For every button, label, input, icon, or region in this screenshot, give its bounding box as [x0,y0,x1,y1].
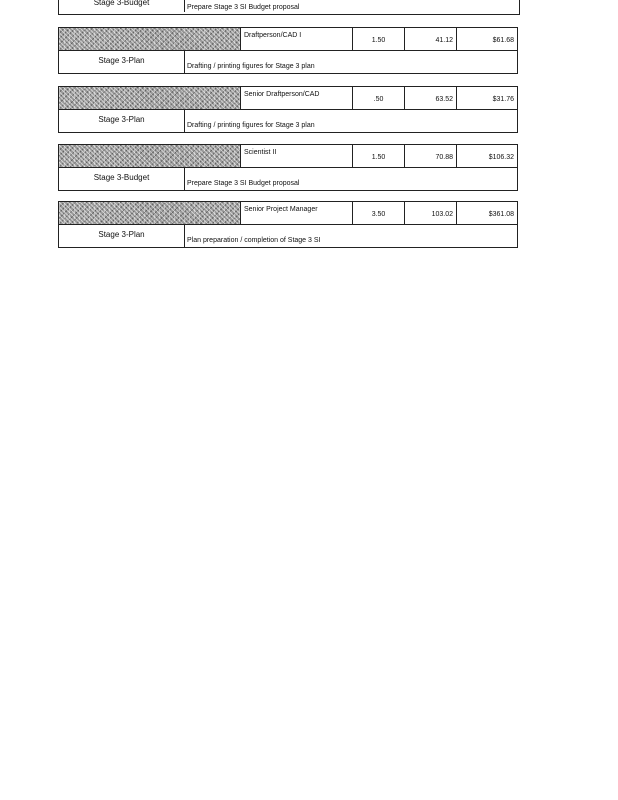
stage-label: Stage 3-Plan [59,110,185,132]
task-description: Plan preparation / completion of Stage 3 SI [187,237,321,244]
task-row [58,50,518,74]
amount-value: $61.68 [456,28,517,50]
amount-value: $361.08 [456,202,517,224]
task-description: Prepare Stage 3 SI Budget proposal [187,4,300,11]
amount-value: $106.32 [456,145,517,167]
cost-entry [58,86,518,133]
stage-label: Stage 3-Budget [59,168,185,190]
task-description: Drafting / printing figures for Stage 3 plan [187,63,315,70]
hours-value: 1.50 [352,28,404,50]
task-row [58,167,518,191]
rate-value: 63.52 [404,87,456,109]
task-description: Drafting / printing figures for Stage 3 plan [187,122,315,129]
cost-row [58,27,518,50]
task-row [58,224,518,248]
hours-value: 1.50 [352,145,404,167]
partial-table-row [58,0,520,15]
cost-entry [58,144,518,191]
task-description: Prepare Stage 3 SI Budget proposal [187,180,300,187]
stage-label: Stage 3-Budget [59,0,185,12]
cost-entry [58,27,518,74]
shaded-cell [58,87,241,109]
amount-value: $31.76 [456,87,517,109]
task-row [58,109,518,133]
cost-entry [58,201,518,248]
shaded-cell [58,145,241,167]
cost-row [58,201,518,224]
rate-value: 70.88 [404,145,456,167]
staff-role: Senior Project Manager [240,202,352,224]
shaded-cell [58,202,241,224]
hours-value: 3.50 [352,202,404,224]
staff-role: Scientist II [240,145,352,167]
staff-role: Senior Draftperson/CAD [240,87,352,109]
cost-row [58,86,518,109]
rate-value: 41.12 [404,28,456,50]
hours-value: .50 [352,87,404,109]
stage-label: Stage 3-Plan [59,225,185,247]
cost-row [58,144,518,167]
stage-label: Stage 3-Plan [59,51,185,73]
rate-value: 103.02 [404,202,456,224]
shaded-cell [58,28,241,50]
staff-role: Draftperson/CAD I [240,28,352,50]
